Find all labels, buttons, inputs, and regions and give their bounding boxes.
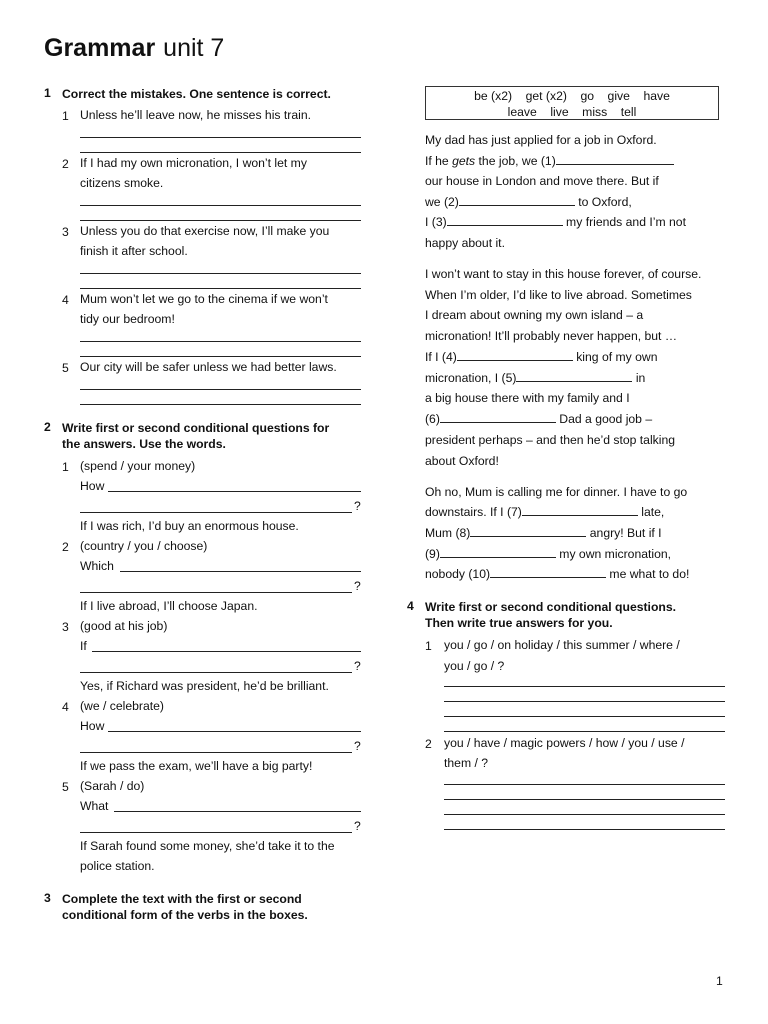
ex4-item-number: 1 xyxy=(425,639,432,653)
answer-line[interactable] xyxy=(80,137,361,138)
ex1-sentence: If I had my own micronation, I won’t let my xyxy=(80,156,307,170)
ex4-prompt: you / go / ? xyxy=(444,659,505,673)
ex2-question-start: How xyxy=(80,719,105,733)
text-line xyxy=(425,409,652,430)
question-mark: ? xyxy=(354,659,361,673)
gap-5[interactable] xyxy=(516,369,632,382)
ex2-answer: police station. xyxy=(80,859,155,873)
answer-line[interactable] xyxy=(114,811,361,812)
ex2-cue: (spend / your money) xyxy=(80,459,196,473)
ex1-item-number: 3 xyxy=(62,225,69,239)
exercise-1-number: 1 xyxy=(44,86,51,100)
ex1-sentence: Unless he’ll leave now, he misses his train. xyxy=(80,108,311,122)
ex1-item-number: 5 xyxy=(62,361,69,375)
answer-line[interactable] xyxy=(444,814,725,815)
text-fragment: I (3) xyxy=(425,215,447,229)
text-fragment: (6) xyxy=(425,412,440,426)
ex4-prompt: you / go / on holiday / this summer / where / xyxy=(444,638,680,652)
text-line: happy about it. xyxy=(425,236,505,250)
ex2-answer: If we pass the exam, we’ll have a big party! xyxy=(80,759,313,773)
ex2-question-start: How xyxy=(80,479,105,493)
text-fragment: micronation, I (5) xyxy=(425,371,517,385)
text-fragment: Mum (8) xyxy=(425,526,471,540)
ex2-cue: (we / celebrate) xyxy=(80,699,164,713)
text-line: our house in London and move there. But if xyxy=(425,174,659,188)
answer-line[interactable] xyxy=(444,686,725,687)
text-fragment: we (2) xyxy=(425,195,459,209)
ex2-answer: If I live abroad, I’ll choose Japan. xyxy=(80,599,258,613)
text-line: micronation! It’ll probably never happen, but … xyxy=(425,329,678,343)
answer-line[interactable] xyxy=(80,672,352,673)
gap-3[interactable] xyxy=(447,213,563,226)
exercise-3-number: 3 xyxy=(44,891,51,905)
ex1-sentence: Mum won’t let we go to the cinema if we won’t xyxy=(80,292,328,306)
text-line: Oh no, Mum is calling me for dinner. I have to go xyxy=(425,485,688,499)
word-box-line: be (x2) get (x2) go give have xyxy=(474,89,670,103)
gap-2[interactable] xyxy=(459,193,575,206)
text-line xyxy=(425,368,645,389)
answer-line[interactable] xyxy=(80,273,361,274)
answer-line[interactable] xyxy=(444,731,725,732)
text-line: I dream about owning my own island – a xyxy=(425,308,644,322)
text-line xyxy=(425,151,674,172)
text-line: a big house there with my family and I xyxy=(425,391,630,405)
answer-line[interactable] xyxy=(80,832,352,833)
ex4-item-number: 2 xyxy=(425,737,432,751)
ex4-prompt: you / have / magic powers / how / you / use / xyxy=(444,736,685,750)
gap-6[interactable] xyxy=(440,410,556,423)
title-grammar: Grammar xyxy=(44,34,156,62)
text-fragment: to Oxford, xyxy=(574,195,632,209)
ex4-prompt: them / ? xyxy=(444,756,489,770)
text-line: president perhaps – and then he’d stop talking xyxy=(425,433,676,447)
text-line xyxy=(425,564,689,585)
answer-line[interactable] xyxy=(444,799,725,800)
text-line xyxy=(425,212,686,233)
word-box-line: leave live miss tell xyxy=(507,104,637,119)
page-number: 1 xyxy=(716,974,723,988)
question-mark: ? xyxy=(354,579,361,593)
answer-line[interactable] xyxy=(80,592,352,593)
text-line: When I’m older, I’d like to live abroad. Sometimes xyxy=(425,288,692,302)
text-fragment: my friends and I’m not xyxy=(562,215,686,229)
exercise-2-number: 2 xyxy=(44,420,51,434)
gap-1[interactable] xyxy=(556,152,674,165)
answer-line[interactable] xyxy=(444,701,725,702)
exercise-1-instruction: Correct the mistakes. One sentence is correct. xyxy=(62,87,331,101)
answer-line[interactable] xyxy=(92,651,361,652)
text-fragment: nobody (10) xyxy=(425,567,491,581)
gap-4[interactable] xyxy=(457,348,573,361)
ex2-answer: If Sarah found some money, she’d take it to the xyxy=(80,839,335,853)
exercise-4-instruction: Then write true answers for you. xyxy=(425,616,613,630)
answer-line[interactable] xyxy=(108,491,361,492)
answer-line[interactable] xyxy=(80,752,352,753)
ex2-item-number: 4 xyxy=(62,700,69,714)
text-line: My dad has just applied for a job in Oxford. xyxy=(425,133,657,147)
question-mark: ? xyxy=(354,739,361,753)
answer-line[interactable] xyxy=(120,571,361,572)
question-mark: ? xyxy=(354,819,361,833)
answer-line[interactable] xyxy=(80,205,361,206)
answer-line[interactable] xyxy=(444,784,725,785)
text-fragment: (9) xyxy=(425,547,440,561)
text-line: I won’t want to stay in this house forever, of course. xyxy=(425,267,702,281)
text-fragment: downstairs. If I (7) xyxy=(425,505,522,519)
gap-7[interactable] xyxy=(522,503,638,516)
text-fragment: in xyxy=(632,371,646,385)
word-box xyxy=(425,86,719,120)
answer-line[interactable] xyxy=(80,512,352,513)
text-line xyxy=(425,544,671,565)
answer-line[interactable] xyxy=(80,389,361,390)
gap-10[interactable] xyxy=(490,565,606,578)
ex2-item-number: 3 xyxy=(62,620,69,634)
ex2-answer: If I was rich, I’d buy an enormous house. xyxy=(80,519,299,533)
answer-line[interactable] xyxy=(80,404,361,405)
answer-line[interactable] xyxy=(80,341,361,342)
exercise-4-number: 4 xyxy=(407,599,414,613)
ex2-item-number: 1 xyxy=(62,460,69,474)
exercise-4-instruction: Write first or second conditional questions. xyxy=(425,600,676,614)
text-line: about Oxford! xyxy=(425,454,499,468)
ex2-cue: (good at his job) xyxy=(80,619,168,633)
text-line xyxy=(425,502,664,523)
page-title xyxy=(44,34,224,63)
ex1-sentence: Unless you do that exercise now, I’ll make you xyxy=(80,224,330,238)
exercise-2-instruction: Write first or second conditional questions for xyxy=(62,421,330,435)
text-fragment: king of my own xyxy=(572,350,658,364)
exercise-3-instruction: conditional form of the verbs in the boxes. xyxy=(62,908,308,922)
ex2-cue: (country / you / choose) xyxy=(80,539,208,553)
ex2-answer: Yes, if Richard was president, he’d be brilliant. xyxy=(80,679,329,693)
text-fragment: If I (4) xyxy=(425,350,457,364)
text-fragment: If he xyxy=(425,154,453,168)
text-line xyxy=(425,523,662,544)
ex1-item-number: 2 xyxy=(62,157,69,171)
text-fragment: my own micronation, xyxy=(555,547,672,561)
text-fragment: Dad a good job – xyxy=(555,412,653,426)
text-line xyxy=(425,192,632,213)
answer-line[interactable] xyxy=(444,716,725,717)
ex1-sentence: citizens smoke. xyxy=(80,176,164,190)
question-mark: ? xyxy=(354,499,361,513)
exercise-2-instruction: the answers. Use the words. xyxy=(62,437,226,451)
text-line xyxy=(425,347,658,368)
ex1-sentence: finish it after school. xyxy=(80,244,188,258)
ex1-item-number: 4 xyxy=(62,293,69,307)
ex2-item-number: 5 xyxy=(62,780,69,794)
gap-8[interactable] xyxy=(470,524,586,537)
ex2-question-start: If xyxy=(80,639,87,653)
ex1-sentence: Our city will be safer unless we had better laws. xyxy=(80,360,337,374)
text-fragment: late, xyxy=(637,505,665,519)
ex1-sentence: tidy our bedroom! xyxy=(80,312,175,326)
text-fragment: me what to do! xyxy=(606,567,690,581)
ex2-question-start: Which xyxy=(80,559,114,573)
ex2-item-number: 2 xyxy=(62,540,69,554)
example-answer: gets xyxy=(452,154,476,168)
answer-line[interactable] xyxy=(108,731,361,732)
title-unit: unit 7 xyxy=(163,34,225,62)
ex1-item-number: 1 xyxy=(62,109,69,123)
gap-9[interactable] xyxy=(440,545,556,558)
exercise-3-instruction: Complete the text with the first or second xyxy=(62,892,302,906)
text-fragment: the job, we (1) xyxy=(475,154,556,168)
ex2-cue: (Sarah / do) xyxy=(80,779,145,793)
ex2-question-start: What xyxy=(80,799,109,813)
answer-line[interactable] xyxy=(444,829,725,830)
text-fragment: angry! But if I xyxy=(586,526,662,540)
